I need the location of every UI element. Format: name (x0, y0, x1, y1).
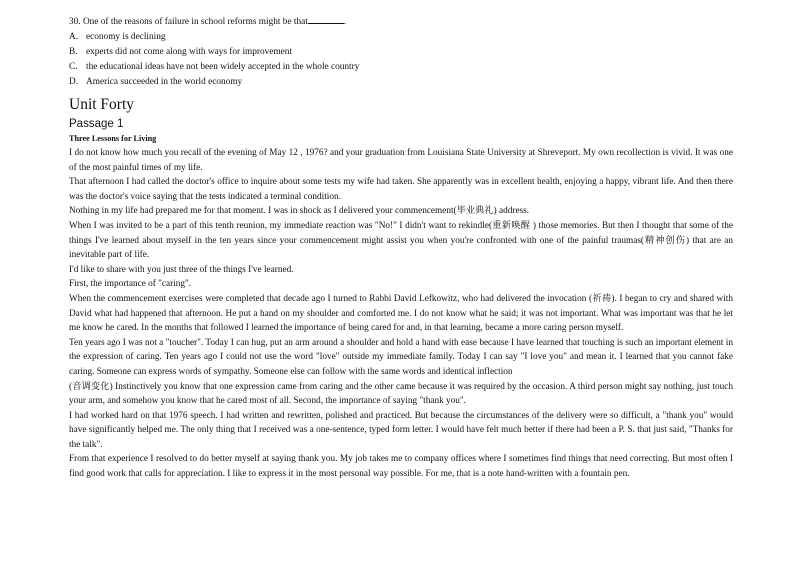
option-a (69, 30, 733, 45)
document-page (69, 14, 733, 482)
paragraph: Ten years ago I was not a "toucher". Today I can hug, put an arm around a shoulder and hold a hand with ease because I have learned that touching is such an important element in the expression of caring. Ten years ago I could not use the word "love" outside my immediate family. Today I can say "I love you" and mean it. I learned that you cannot fake caring. Someone can express words of sympathy. Someone else can follow with the same words and identical inflection (69, 337, 733, 377)
unit-title: Unit Forty (69, 96, 135, 113)
answer-blank (308, 14, 344, 24)
paragraph: I'd like to share with you just three of the things I've learned. (69, 264, 294, 275)
option-text: experts did not come along with ways for improvement (86, 47, 293, 57)
option-b (69, 45, 733, 60)
question-prompt: 30. One of the reasons of failure in school reforms might be that (69, 17, 308, 27)
article-title: Three Lessons for Living (69, 134, 157, 143)
option-text: economy is declining (86, 32, 166, 42)
passage-title: Passage 1 (69, 118, 124, 130)
paragraph: Nothing in my life had prepared me for that moment. I was in shock as I delivered your commencement(毕业典礼) address. (69, 206, 530, 217)
paragraph: When I was invited to be a part of this tenth reunion, my immediate reaction was "No!" I didn't want to rekindle(重新唤醒 ) those memories. But then I thought that some of the things I've learned about myself in the ten years since your commencement might assist you when you're confronted with one of the painful traumas(精神创伤) that are an inevitable part of life. (69, 220, 733, 261)
option-letter: D. (69, 77, 79, 87)
paragraph: (音调变化) Instinctively you know that one expression came from caring and the other came because it was required by the occasion. A third person might say nothing, just touch your arm, and somehow you know that he cared most of all. Second, the importance of saying "thank you". (69, 381, 733, 407)
option-text: America succeeded in the world economy (86, 77, 243, 87)
paragraph: I had worked hard on that 1976 speech. I had written and rewritten, polished and practiced. But because the circumstances of the delivery were so difficult, a "thank you" would have significantly helped me. The only thing that I received was a one-sentence, typed form letter. I would have felt much better if there had been a P. S. that just said, "Thanks for the talk". (69, 410, 733, 450)
paragraph: When the commencement exercises were completed that decade ago I turned to Rabbi David Lefkowitz, who had delivered the invocation (祈祷). I began to cry and shared with David what had happened that afternoon. He put a hand on my shoulder and comforted me. I do not know what he said; it was not important. What was important was that he let me know he cared. In the months that followed I learned the importance of being cared for and, in that learning, became a more caring person myself. (69, 293, 733, 334)
paragraph: From that experience I resolved to do better myself at saying thank you. My job takes me to company offices where I sometimes find things that need correcting. But most often I find good work that calls for appreciation. I like to express it in the most personal way possible. For me, that is a note hand-written with a fountain pen. (69, 454, 733, 480)
option-letter: C. (69, 62, 78, 72)
option-letter: B. (69, 47, 78, 57)
question-30 (69, 14, 733, 30)
option-letter: A. (69, 32, 79, 42)
option-text: the educational ideas have not been widely accepted in the whole country (86, 62, 360, 72)
paragraph: First, the importance of "caring". (69, 279, 192, 290)
paragraph: That afternoon I had called the doctor's office to inquire about some tests my wife had taken. She apparently was in excellent health, enjoying a happy, vibrant life. And then there was the doctor's voice saying that the tests indicated a terminal condition. (69, 177, 733, 202)
option-c (69, 60, 733, 75)
paragraph: I do not know how much you recall of the evening of May 12 , 1976? and your graduation from Louisiana State University at Shreveport. My own recollection is vivid. It was one of the most painful times of my life. (69, 148, 733, 173)
question-suffix: . (343, 17, 347, 27)
option-d (69, 75, 733, 90)
